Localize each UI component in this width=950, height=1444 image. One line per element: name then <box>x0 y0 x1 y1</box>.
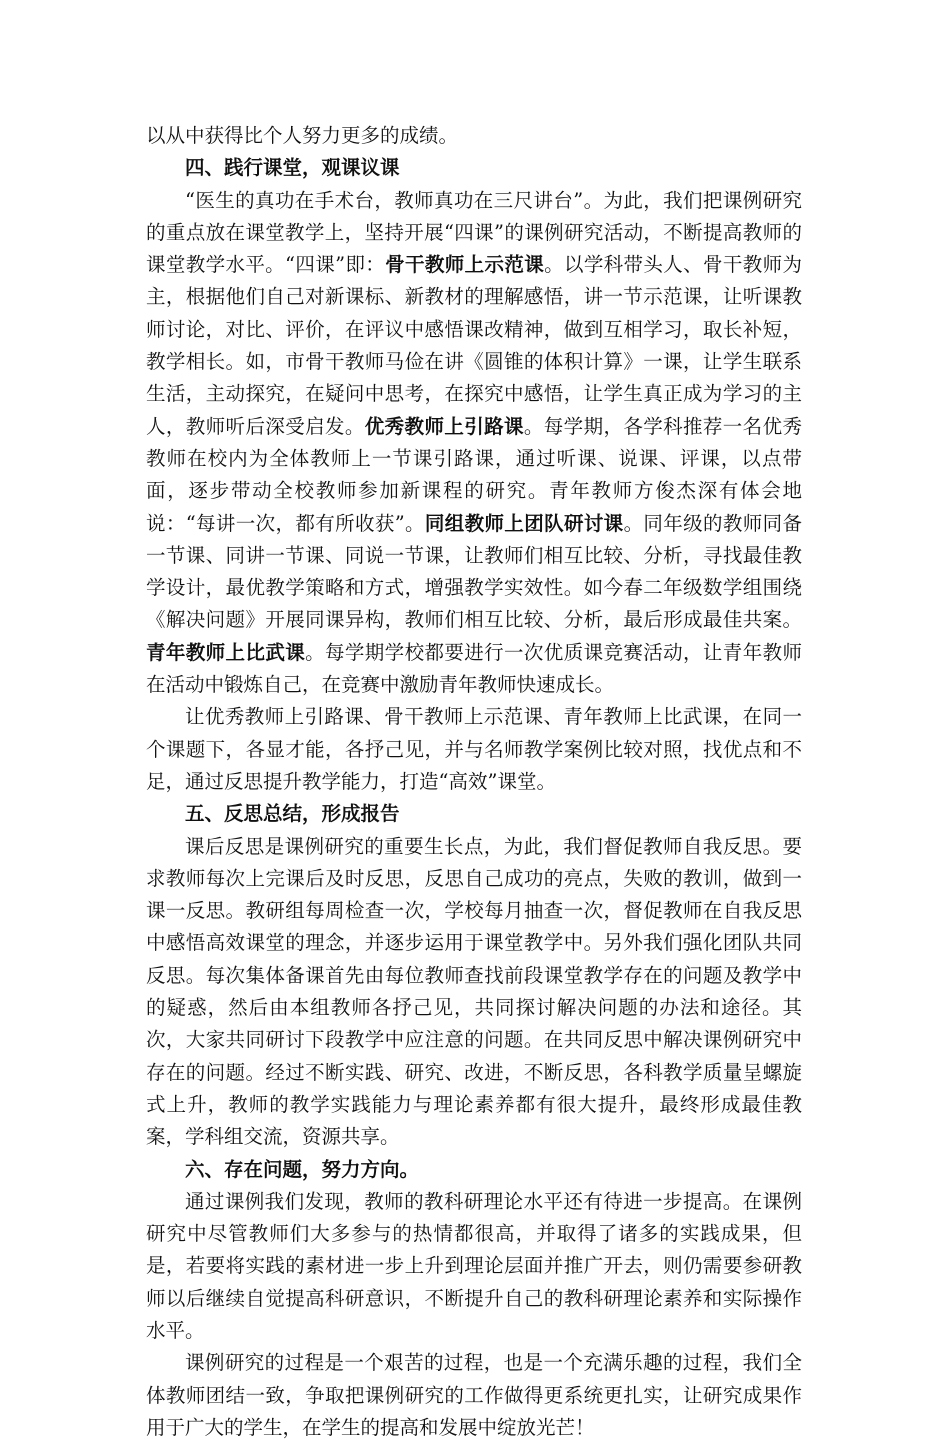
section-5-paragraph-1: 课后反思是课例研究的重要生长点，为此，我们督促教师自我反思。要求教师每次上完课后及时反思，反思自己成功的亮点，失败的教训，做到一课一反思。教研组每周检查一次，学校每月抽查一次，督促教师在自我反思中感悟高效课堂的理念，并逐步运用于课堂教学中。另外我们强化团队共同反思。每次集体备课首先由每位教师查找前段课堂教学存在的问题及教学中的疑惑，然后由本组教师各抒己见，共同探讨解决问题的办法和途径。其次，大家共同研讨下段教学中应注意的问题。在共同反思中解决课例研究中存在的问题。经过不断实践、研究、改进，不断反思，各科教学质量呈螺旋式上升，教师的教学实践能力与理论素养都有很大提升，最终形成最佳教案，学科组交流，资源共享。 <box>146 834 802 1149</box>
key-term-guide-lesson: 优秀教师上引路课 <box>364 414 524 438</box>
section-4-text-d: 。每学期，各学科推荐一名优秀教师在校内为全体教师上一节课引路课，通过听课、说课、评课，以点带面，逐步带动全校教师参加新课程的研究。青年教师方俊杰深有体会地说：“每讲一次，都有所收获”。 <box>146 414 802 535</box>
document-page <box>146 120 802 1444</box>
section-4-text-a: “医生的真功在手术台，教师真功在三尺讲台”。为此，我们把课例研究的重点放在课堂教学上，坚持开展“四课”的课例研究活动，不断提高教师的课堂教学水平。“四课”即： <box>146 188 802 277</box>
section-5-heading: 五、反思总结，形成报告 <box>185 802 400 826</box>
key-term-team-lesson: 同组教师上团队研讨课 <box>424 511 624 535</box>
section-4-text-c: 。以学科带头人、骨干教师为主，根据他们自己对新课标、新教材的理解感悟，讲一节示范课，让听课教师讨论，对比、评价，在评议中感悟课改精神，做到互相学习，取长补短，教学相长。如，市骨干教师马俭在讲《圆锥的体积计算》一课，让学生联系生活，主动探究，在疑问中思考，在探究中感悟，让学生真正成为学习的主人，教师听后深受启发。 <box>146 253 802 438</box>
section-4-paragraph-1 <box>146 185 802 702</box>
section-4-text-f: 。每学期学校都要进行一次优质课竞赛活动，让青年教师在活动中锻炼自己，在竞赛中激励青年教师快速成长。 <box>146 640 802 697</box>
section-4-heading: 四、践行课堂，观课议课 <box>185 156 400 180</box>
key-term-demo-lesson: 骨干教师上示范课 <box>385 253 545 277</box>
section-6-heading: 六、存在问题，努力方向。 <box>185 1157 420 1181</box>
continuation-paragraph: 以从中获得比个人努力更多的成绩。 <box>146 124 459 147</box>
key-term-contest-lesson: 青年教师上比武课 <box>146 640 306 664</box>
section-6-paragraph-1: 通过课例我们发现，教师的教科研理论水平还有待进一步提高。在课例研究中尽管教师们大多参与的热情都很高，并取得了诸多的实践成果，但是，若要将实践的素材进一步上升到理论层面并推广开去，则仍需要参研教师以后继续自觉提高科研意识，不断提升自己的教科研理论素养和实际操作水平。 <box>146 1189 802 1342</box>
section-4-text-e: 。同年级的教师同备一节课、同讲一节课、同说一节课，让教师们相互比较、分析，寻找最佳教学设计，最优教学策略和方式，增强教学实效性。如今春二年级数学组围绕《解决问题》开展同课异构，教师们相互比较、分析，最后形成最佳共案。 <box>146 511 802 632</box>
section-6-paragraph-2: 课例研究的过程是一个艰苦的过程，也是一个充满乐趣的过程，我们全体教师团结一致，争取把课例研究的工作做得更系统更扎实，让研究成果作用于广大的学生，在学生的提高和发展中绽放光芒！ <box>146 1351 802 1439</box>
section-4-paragraph-2: 让优秀教师上引路课、骨干教师上示范课、青年教师上比武课，在同一个课题下，各显才能，各抒己见，并与名师教学案例比较对照，找优点和不足，通过反思提升教学能力，打造“高效”课堂。 <box>146 705 802 793</box>
